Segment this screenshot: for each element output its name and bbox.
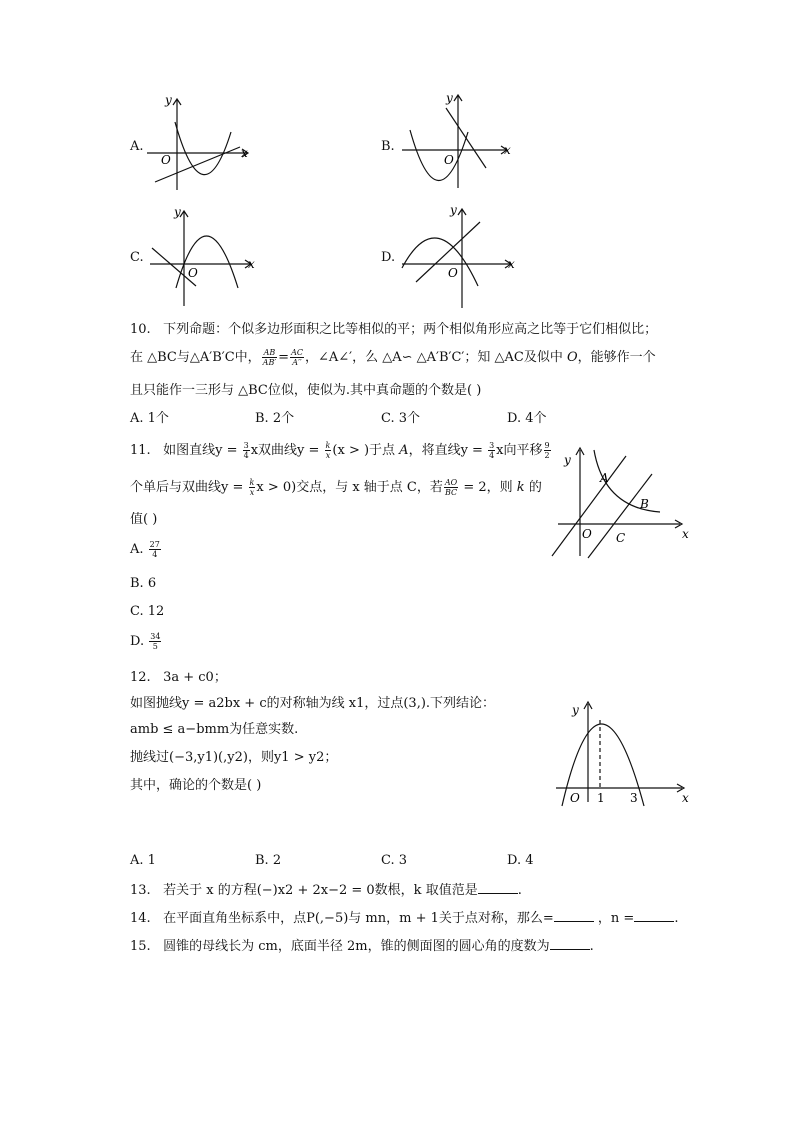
x-label: x: [682, 527, 689, 541]
q14-answer-blank-1[interactable]: [554, 909, 594, 922]
q11-option-c[interactable]: C. 12: [130, 604, 165, 619]
q11-number: 11.: [130, 443, 151, 458]
y-label: y: [572, 703, 579, 717]
q11-fraction-3-4b: $\frac{3}{4}$: [489, 441, 495, 460]
q11-figure: [548, 438, 698, 563]
q12-option-a[interactable]: A. 1: [130, 853, 156, 868]
tick-1-label: 1: [597, 791, 605, 805]
q12-line3: 抛线过(−3,y1)(,y2)，则y1 > y2；: [130, 750, 338, 765]
q11-line3: 值( ): [130, 512, 158, 527]
q14-answer-blank-2[interactable]: [634, 909, 674, 922]
q10-line3: 且只能作一三形与 △BC位似，使似为.其中真命题的个数是( ): [130, 383, 482, 398]
q12-line2: amb ≤ a−bmm为任意实数.: [130, 722, 299, 737]
q10-line1: [130, 322, 657, 338]
q14-line: 14. 在平面直角坐标系中，点P(,−5)与 mn，m + 1关于点对称，那么= ，n = .: [130, 911, 679, 926]
q11-fraction-k-x2: $\frac{k}{x}$: [249, 478, 255, 497]
q12-line4: 其中，确论的个数是( ): [130, 778, 262, 793]
q12-option-c[interactable]: C. 3: [381, 853, 408, 868]
q12-option-b[interactable]: B. 2: [255, 853, 282, 868]
q9-option-b-graph: [398, 90, 518, 190]
q11-line1: 11. 如图直线y = $\frac{3}{4}$ x双曲线y = $\frac{k}{x}$ (x > )于点 A，将直线y = $\frac{3}{4}$ x向平移 $\frac{9}{2}$: [130, 441, 550, 460]
q11-option-d-fraction: $\frac{34}{5}$: [150, 632, 161, 651]
q9-option-c-label[interactable]: C.: [130, 250, 144, 265]
origin-label: O: [448, 266, 458, 280]
origin-label: O: [582, 527, 592, 541]
q13-answer-blank[interactable]: [478, 881, 518, 894]
q9-option-b-label[interactable]: B.: [381, 139, 395, 154]
q9-option-c-graph: [146, 204, 261, 309]
q10-option-a[interactable]: A. 1个: [130, 411, 169, 426]
y-label: y: [564, 453, 571, 467]
q11-line2: 个单后与双曲线y = $\frac{k}{x}$ x > 0)交点，与 x 轴于点 C，若 $\frac{AO}{BC}$ = 2，则 k 的: [130, 478, 542, 497]
q9-option-a-label[interactable]: A.: [130, 139, 144, 154]
q10-text-2a: 在 △BC与△A′B′C中，: [130, 350, 261, 365]
y-label: y: [165, 93, 172, 107]
origin-label: O: [444, 153, 454, 167]
parabola: [402, 238, 478, 286]
y-label: y: [446, 91, 453, 105]
q13-line: 13. 若关于 x 的方程(−)x2 + 2x−2 = 0数根，k 取值范是 .: [130, 883, 522, 898]
q11-fraction-k-x: $\frac{k}{x}$: [325, 441, 331, 460]
origin-label: O: [188, 266, 198, 280]
q10-fraction-ab: $\frac{AB}{AB'}$: [262, 348, 277, 367]
q10-o-var: O: [566, 350, 578, 365]
tick-3-label: 3: [630, 791, 638, 805]
q11-option-a-fraction: $\frac{27}{4}$: [149, 540, 160, 559]
q10-text-1: 下列命题：个似多边形面积之比等相似的平；两个相似角形应高之比等于它们相似比；: [163, 322, 658, 337]
q9-option-a-graph: [145, 92, 255, 192]
x-label: x: [508, 257, 515, 271]
q10-fraction-ac: $\frac{AC}{A''}$: [291, 348, 303, 367]
origin-label: O: [570, 791, 580, 805]
x-label: x: [241, 146, 248, 160]
point-c-label: C: [616, 531, 626, 545]
point-a-label: A: [600, 471, 609, 485]
parabola: [175, 122, 231, 175]
line-original: [552, 456, 626, 556]
origin-label: O: [161, 153, 171, 167]
parabola: [176, 236, 238, 288]
x-label: x: [504, 143, 511, 157]
q11-fraction-9-2: $\frac{9}{2}$: [544, 441, 550, 460]
q9-option-d-graph: [398, 202, 523, 310]
q10-option-d[interactable]: D. 4个: [507, 411, 547, 426]
q15-number: 15.: [130, 939, 151, 954]
x-label: x: [682, 791, 689, 805]
q12-figure: [550, 698, 695, 808]
q10-number: 10.: [130, 322, 151, 337]
q9-option-d-label[interactable]: D.: [381, 250, 396, 265]
y-label: y: [450, 203, 457, 217]
q11-option-b[interactable]: B. 6: [130, 576, 157, 591]
q11-fraction-3-4: $\frac{3}{4}$: [243, 441, 249, 460]
q10-option-c[interactable]: C. 3个: [381, 411, 421, 426]
q14-number: 14.: [130, 911, 151, 926]
q12-line0: 12. 3a + c0；: [130, 670, 227, 685]
y-label: y: [174, 205, 181, 219]
q10-option-b[interactable]: B. 2个: [255, 411, 295, 426]
q15-line: 15. 圆锥的母线长为 cm，底面半径 2m，锥的侧面图的圆心角的度数为 .: [130, 939, 594, 954]
point-b-label: B: [640, 497, 649, 511]
q10-line2: [130, 348, 656, 367]
q12-number: 12.: [130, 670, 151, 685]
q10-text-2c: ，能够作一个: [577, 350, 656, 365]
q15-answer-blank[interactable]: [550, 937, 590, 950]
x-label: x: [248, 257, 255, 271]
q13-number: 13.: [130, 883, 151, 898]
q10-equals: =: [278, 350, 290, 365]
q11-fraction-ao-bc: $\frac{AO}{BC}$: [444, 478, 458, 497]
line-shifted: [588, 474, 652, 558]
q11-option-a[interactable]: A. $\frac{27}{4}$: [130, 540, 160, 559]
q10-text-2b: ，∠A∠′，么 △A∽ △A′B′C′；知 △AC及似中: [304, 350, 567, 365]
parabola: [410, 130, 468, 181]
q12-option-d[interactable]: D. 4: [507, 853, 534, 868]
q12-line1: 如图抛线y = a2bx + c的对称轴为线 x1，过点(3,).下列结论：: [130, 696, 496, 711]
q11-option-d[interactable]: D. $\frac{34}{5}$: [130, 632, 161, 651]
